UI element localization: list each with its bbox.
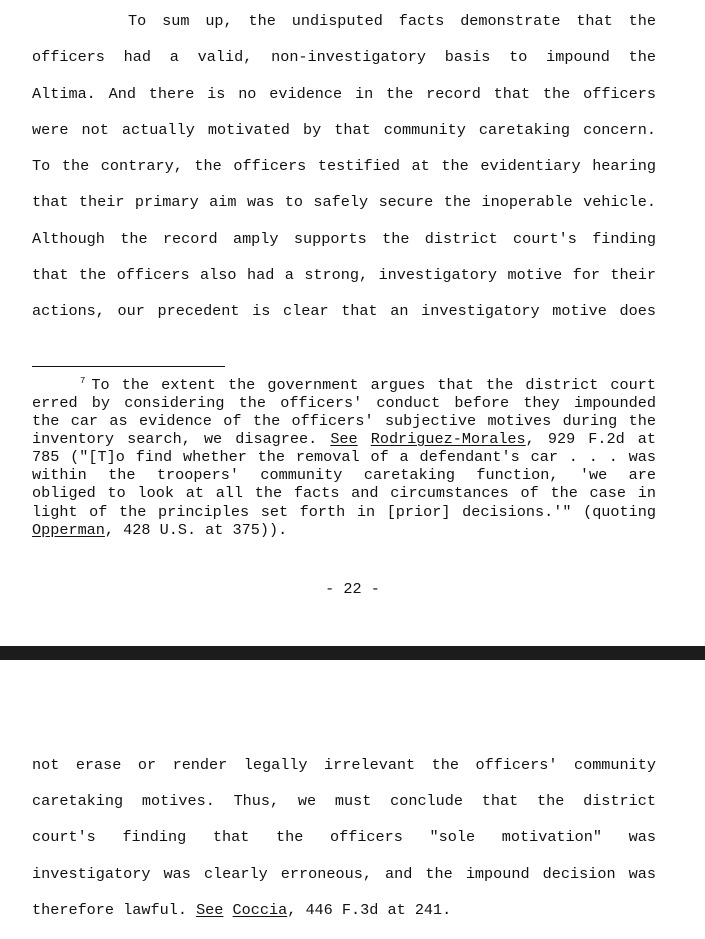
footnote-text: , 428 U.S. at 375)). bbox=[104, 521, 288, 539]
body-text: , 446 F.3d at 241. bbox=[287, 901, 452, 919]
footnote-line: erred by considering the officers' conduct before they impounded bbox=[32, 394, 656, 412]
body-text-line: caretaking motives. Thus, we must conclude that the district bbox=[32, 792, 656, 810]
footnote-text: To the extent the government argues that the district court bbox=[91, 376, 656, 394]
page-23 bbox=[0, 660, 705, 939]
footnote-divider bbox=[32, 366, 225, 367]
body-text-line: that the officers also had a strong, investigatory motive for their bbox=[32, 266, 656, 284]
body-text: therefore lawful. bbox=[32, 901, 197, 919]
case-citation: Opperman bbox=[32, 521, 105, 539]
page-number: - 22 - bbox=[325, 580, 380, 598]
footnote-line: light of the principles set forth in [prior] decisions.'" (quoting bbox=[32, 503, 656, 521]
body-text-line: Although the record amply supports the district court's finding bbox=[32, 230, 656, 248]
body-text-line: not erase or render legally irrelevant the officers' community bbox=[32, 756, 656, 774]
footnote-marker: 7 bbox=[80, 375, 86, 386]
body-text-line: To sum up, the undisputed facts demonstrate that the bbox=[128, 12, 656, 30]
footnote-line bbox=[80, 376, 656, 394]
case-citation: Coccia bbox=[232, 901, 288, 919]
body-text bbox=[223, 901, 232, 919]
footnote-text bbox=[358, 430, 371, 448]
body-text-line: were not actually motivated by that community caretaking concern. bbox=[32, 121, 656, 139]
body-text-line: actions, our precedent is clear that an investigatory motive does bbox=[32, 302, 656, 320]
see-signal: See bbox=[196, 901, 224, 919]
body-text-line: Altima. And there is no evidence in the record that the officers bbox=[32, 85, 656, 103]
footnote-line: the car as evidence of the officers' subjective motives during the bbox=[32, 412, 656, 430]
body-text-line: investigatory was clearly erroneous, and the impound decision was bbox=[32, 865, 656, 883]
footnote-line bbox=[32, 521, 656, 539]
body-text-line: To the contrary, the officers testified at the evidentiary hearing bbox=[32, 157, 656, 175]
footnote-text: inventory search, we disagree. bbox=[32, 430, 331, 448]
footnote-line: within the troopers' community caretaking function, 'we are bbox=[32, 466, 656, 484]
body-text-line: court's finding that the officers "sole motivation" was bbox=[32, 828, 656, 846]
footnote-line bbox=[32, 430, 656, 448]
see-signal: See bbox=[330, 430, 358, 448]
body-text-line: that their primary aim was to safely secure the inoperable vehicle. bbox=[32, 193, 656, 211]
footnote-text: , 929 F.2d at bbox=[525, 430, 656, 448]
page-separator bbox=[0, 646, 705, 660]
body-text-line: officers had a valid, non-investigatory basis to impound the bbox=[32, 48, 656, 66]
body-text-line bbox=[32, 901, 656, 919]
footnote-line: obliged to look at all the facts and circumstances of the case in bbox=[32, 484, 656, 502]
footnote-line: 785 ("[T]o find whether the removal of a defendant's car . . . was bbox=[32, 448, 656, 466]
case-citation: Rodriguez-Morales bbox=[370, 430, 526, 448]
